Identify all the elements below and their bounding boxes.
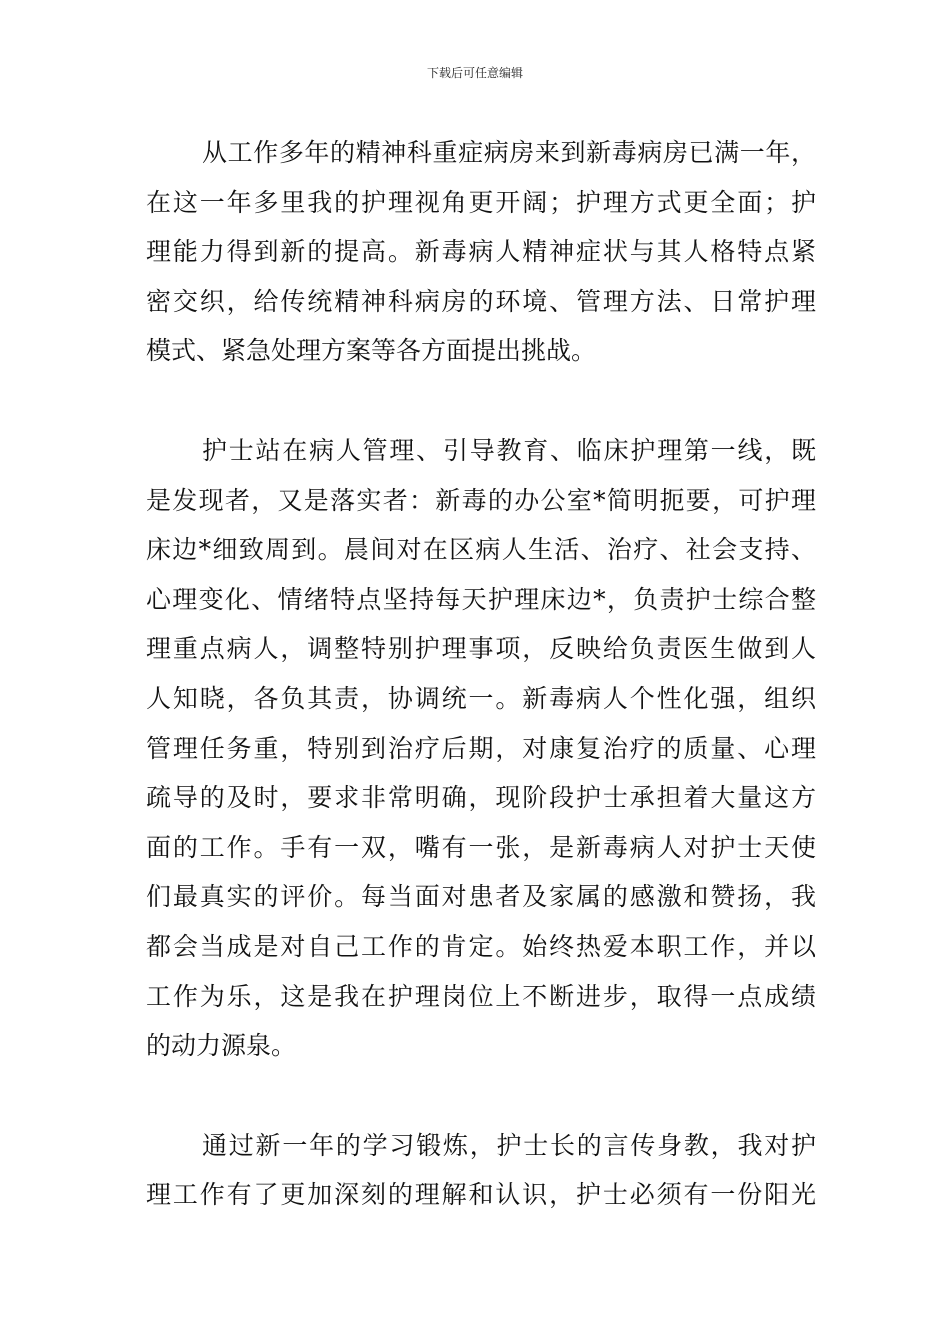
- text-line: 工作为乐，这是我在护理岗位上不断进步，取得一点成绩: [146, 981, 816, 1011]
- document-body: [146, 128, 816, 1220]
- text-line: 理能力得到新的提高。新毒病人精神症状与其人格特点紧: [146, 237, 816, 267]
- text-line: 床边*细致周到。晨间对在区病人生活、治疗、社会支持、: [146, 535, 816, 565]
- page-header: 下载后可任意编辑: [426, 66, 523, 80]
- text-line: 通过新一年的学习锻炼，护士长的言传身教，我对护: [202, 1130, 816, 1160]
- text-line: 护士站在病人管理、引导教育、临床护理第一线，既: [202, 435, 816, 465]
- text-line: 模式、紧急处理方案等各方面提出挑战。: [146, 336, 597, 366]
- text-line: 在这一年多里我的护理视角更开阔；护理方式更全面；护: [146, 187, 816, 217]
- text-line: 都会当成是对自己工作的肯定。始终热爱本职工作，并以: [146, 931, 816, 961]
- text-line: 密交织，给传统精神科病房的环境、管理方法、日常护理: [146, 286, 816, 316]
- text-line: 疏导的及时，要求非常明确，现阶段护士承担着大量这方: [146, 783, 816, 813]
- text-line: 理工作有了更加深刻的理解和认识，护士必须有一份阳光: [146, 1180, 816, 1210]
- text-line: 的动力源泉。: [146, 1031, 297, 1061]
- paragraph-spacer: [146, 1071, 816, 1121]
- paragraph-1: [146, 128, 816, 376]
- paragraph-spacer: [146, 376, 816, 426]
- paragraph-2: [146, 426, 816, 1071]
- text-line: 面的工作。手有一双，嘴有一张，是新毒病人对护士天使: [146, 832, 816, 862]
- text-line: 管理任务重，特别到治疗后期，对康复治疗的质量、心理: [146, 733, 816, 763]
- text-line: 从工作多年的精神科重症病房来到新毒病房已满一年，: [202, 138, 816, 167]
- text-line: 人知晓，各负其责，协调统一。新毒病人个性化强，组织: [146, 683, 816, 713]
- paragraph-3: [146, 1121, 816, 1220]
- text-line: 理重点病人，调整特别护理事项，反映给负责医生做到人: [146, 634, 816, 664]
- text-line: 们最真实的评价。每当面对患者及家属的感激和赞扬，我: [146, 882, 816, 912]
- text-line: 是发现者，又是落实者：新毒的办公室*简明扼要，可护理: [146, 485, 816, 515]
- text-line: 心理变化、情绪特点坚持每天护理床边*，负责护士综合整: [146, 584, 816, 614]
